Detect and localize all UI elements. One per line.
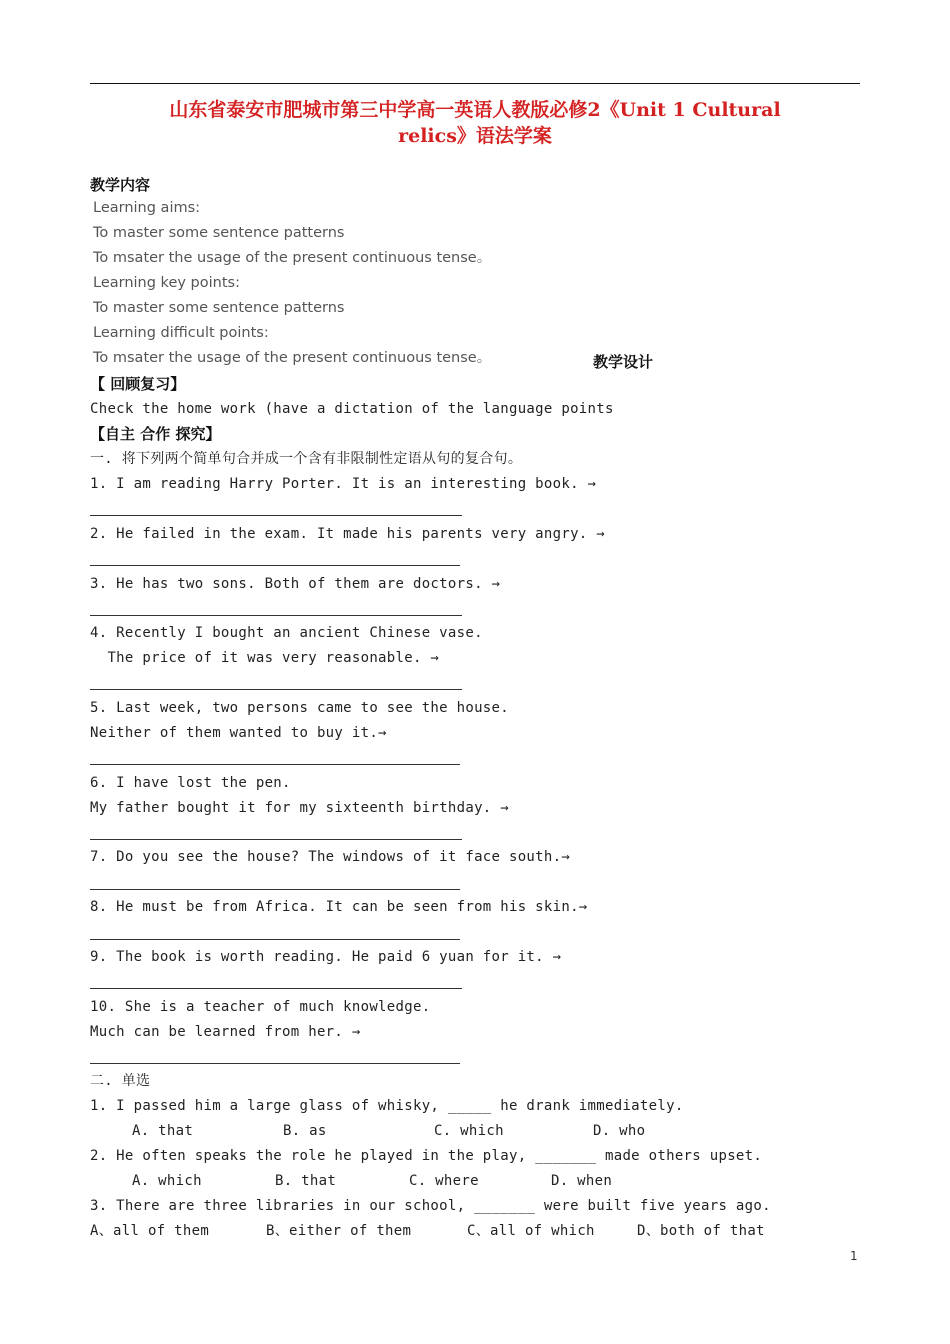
answer-blank[interactable] [90, 565, 460, 566]
answer-blank[interactable] [90, 939, 460, 940]
answer-blank[interactable] [90, 515, 462, 516]
mc-option[interactable]: A. which [132, 1173, 202, 1189]
mc-option[interactable]: D、both of that [637, 1223, 765, 1239]
mc-option[interactable]: B. that [275, 1173, 337, 1189]
answer-blank[interactable] [90, 764, 460, 765]
combine-question: Neither of them wanted to buy it.→ [90, 725, 387, 741]
mc-option[interactable]: C. where [409, 1173, 479, 1189]
aim-line: To master some sentence patterns [93, 300, 345, 316]
review-text: Check the home work (have a dictation of the language points [90, 401, 614, 417]
combine-question: 7. Do you see the house? The windows of it face south.→ [90, 849, 571, 865]
answer-blank[interactable] [90, 839, 462, 840]
answer-blank[interactable] [90, 615, 462, 616]
aim-line: Learning difficult points: [93, 325, 269, 341]
combine-question: 4. Recently I bought an ancient Chinese vase. [90, 625, 483, 641]
header-rule [90, 83, 860, 84]
aim-line: To msater the usage of the present continuous tense。 [93, 350, 492, 366]
mc-question: 1. I passed him a large glass of whisky, _____ he drank immediately. [90, 1098, 684, 1114]
title-line-2: relics》语法学案 [398, 125, 552, 147]
page-number: 1 [850, 1249, 858, 1263]
combine-question: The price of it was very reasonable. → [90, 650, 440, 666]
mc-option[interactable]: B、either of them [266, 1223, 412, 1239]
mc-question: 3. There are three libraries in our school, _______ were built five years ago. [90, 1198, 771, 1214]
mc-option[interactable]: A. that [132, 1123, 194, 1139]
answer-blank[interactable] [90, 689, 462, 690]
aim-line: Learning key points: [93, 275, 240, 291]
explore-heading: 【自主 合作 探究】 [90, 425, 221, 443]
combine-question: Much can be learned from her. → [90, 1024, 361, 1040]
section-1-title: 一. 将下列两个简单句合并成一个含有非限制性定语从句的复合句。 [90, 451, 523, 467]
mc-option[interactable]: C、all of which [467, 1223, 595, 1239]
section-2-title: 二. 单选 [90, 1073, 151, 1089]
aim-line: To master some sentence patterns [93, 225, 345, 241]
combine-question: 6. I have lost the pen. [90, 775, 291, 791]
mc-option[interactable]: B. as [283, 1123, 327, 1139]
mc-question: 2. He often speaks the role he played in the play, _______ made others upset. [90, 1148, 763, 1164]
mc-option[interactable]: D. when [551, 1173, 613, 1189]
combine-question: 8. He must be from Africa. It can be seen from his skin.→ [90, 899, 588, 915]
mc-option[interactable]: C. which [434, 1123, 504, 1139]
aim-line: To msater the usage of the present continuous tense。 [93, 250, 492, 266]
answer-blank[interactable] [90, 1063, 460, 1064]
review-heading: 【 回顾复习】 [90, 375, 186, 393]
answer-blank[interactable] [90, 988, 462, 989]
combine-question: My father bought it for my sixteenth birthday. → [90, 800, 509, 816]
combine-question: 9. The book is worth reading. He paid 6 yuan for it. → [90, 949, 562, 965]
document-title [90, 97, 860, 149]
content-heading: 教学内容 [90, 176, 151, 194]
combine-question: 5. Last week, two persons came to see the house. [90, 700, 509, 716]
mc-option[interactable]: A、all of them [90, 1223, 210, 1239]
combine-question: 1. I am reading Harry Porter. It is an interesting book. → [90, 476, 597, 492]
combine-question: 10. She is a teacher of much knowledge. [90, 999, 431, 1015]
mc-option[interactable]: D. who [593, 1123, 646, 1139]
answer-blank[interactable] [90, 889, 460, 890]
aim-line: Learning aims: [93, 200, 201, 216]
title-line-1: 山东省泰安市肥城市第三中学高一英语人教版必修2《Unit 1 Cultural [169, 99, 781, 121]
combine-question: 2. He failed in the exam. It made his parents very angry. → [90, 526, 605, 542]
combine-question: 3. He has two sons. Both of them are doctors. → [90, 576, 501, 592]
design-heading: 教学设计 [593, 353, 654, 371]
